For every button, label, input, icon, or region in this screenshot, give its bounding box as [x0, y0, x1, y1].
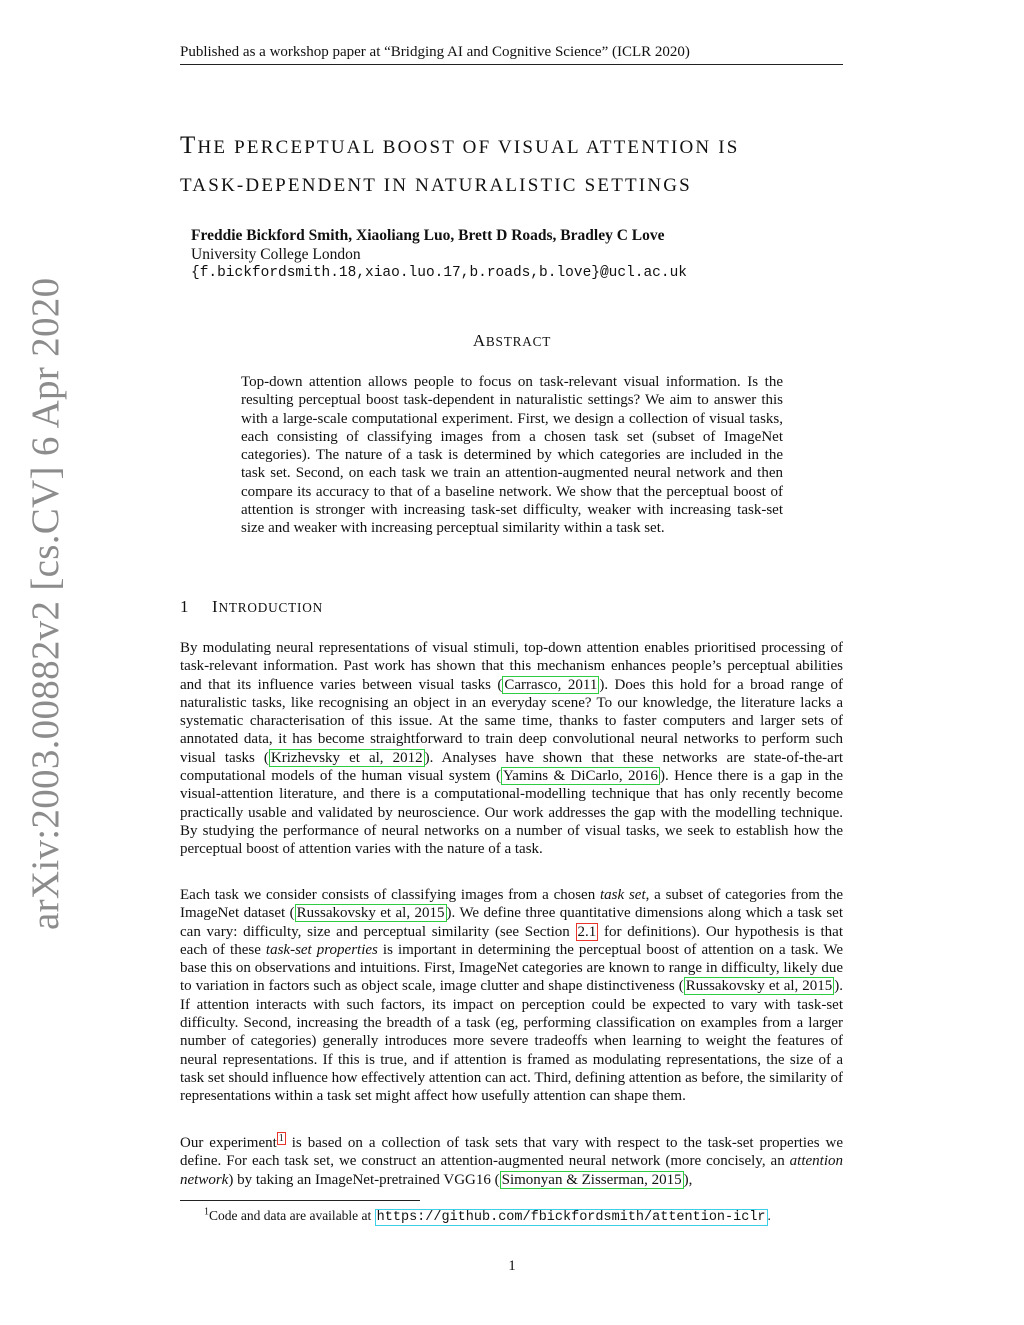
author-emails: {f.bickfordsmith.18,xiao.luo.17,b.roads,b.love}@ucl.ac.uk [191, 265, 687, 281]
intro-paragraph-3 [180, 1134, 843, 1189]
abstract-heading-initial: A [472, 331, 486, 350]
footnote-divider [180, 1200, 420, 1201]
abstract-text: Top-down attention allows people to focus on task-relevant visual information. Is the resulting perceptual boost task-dependent in naturalistic settings? We aim to answer this with a large-scale computational experiment. First, we design a collection of visual tasks, each consisting of classifying images from a chosen task set (subset of ImageNet categories). The nature of a task is determined by which categories are included in the task set. Second, on each task we train an attention-augmented neural network and then compare its accuracy to that of a baseline network. We show that the perceptual boost of attention is stronger with increasing task-set difficulty, weaker with increasing task-set size and weaker with increasing perceptual similarity within a task set. [241, 374, 783, 537]
author-block [191, 226, 841, 283]
text-run: ). Does this hold for a broad range of naturalistic tasks, like recognising an object in an everyday scene? To our knowledge, the literature lacks a systematic characterisation of this issue. At the same time, thanks to faster computers and larger sets of annotated data, it has become straightforward to train deep convolutional neural networks to perform such visual tasks ( [180, 676, 843, 766]
text-run: is based on a collection of task sets that vary with respect to the task-set properties we define. For each task set, we construct an attention-augmented neural network (more concisely, an [180, 1135, 843, 1170]
citation-link[interactable]: Carrasco, 2011 [504, 676, 598, 693]
citation-link[interactable]: Yamins & DiCarlo, 2016 [502, 768, 658, 785]
text-run: ). Hence there is a gap in the visual-attention literature, and there is a computational-modelling technique that has only recently become practically usable and validated by neuroscience. Our work addresses the gap with the modelling technique. By studying the performance of neural networks on a number of visual tasks, we seek to establish how the perceptual boost of attention varies with the nature of a task. [180, 768, 844, 858]
abstract-heading-rest: BSTRACT [485, 334, 552, 349]
introduction-heading-rest: NTRODUCTION [218, 600, 323, 615]
text-run: ). Analyses have shown that these networks are state-of-the-art computational models of the human visual system ( [180, 749, 843, 785]
author-names: Freddie Bickford Smith, Xiaoliang Luo, Brett D Roads, Bradley C Love [191, 227, 665, 244]
intro-paragraph-1 [180, 639, 843, 859]
running-header: Published as a workshop paper at “Bridging AI and Cognitive Science” (ICLR 2020) [180, 42, 843, 65]
text-run: Our experiment [180, 1135, 277, 1151]
emphasis: task set [600, 887, 646, 903]
citation-link[interactable]: Russakovsky et al, 2015 [296, 905, 445, 922]
footnote [180, 1207, 843, 1227]
introduction-heading-initial: I [212, 597, 219, 616]
citation-link[interactable]: Russakovsky et al, 2015 [685, 978, 833, 995]
text-run: ). We define three quantitative dimensions along which a task set can vary: difficulty, size and perceptual similarity (see Section [180, 905, 844, 940]
affiliation: University College London [191, 246, 361, 263]
emphasis: attention network [180, 1153, 843, 1188]
emphasis: task-set properties [265, 941, 378, 958]
text-run: for definitions). Our hypothesis is that each of these [180, 923, 843, 958]
title-initial: T [180, 132, 198, 159]
abstract-heading [0, 330, 1024, 353]
section-reference-link[interactable]: 2.1 [577, 923, 597, 940]
text-run: ) by taking an ImageNet-pretrained VGG16 ( [228, 1171, 500, 1188]
citation-link[interactable]: Krizhevsky et al, 2012 [270, 749, 423, 766]
text-run: ), [683, 1171, 693, 1188]
text-run: ). If attention interacts with such factors, its impact on perception could be expected to vary with task-set difficulty. Second, increasing the breadth of a task (eg, performing classification on examples from a larger number of categories) generally introduces more severe tradeoffs when learning to weight the features of neural representations. If this is true, and if attention is framed as modulating representations, the size of a task set should influence how effectively attention can act. Third, defining attention as before, the similarity of representations within a task set might affect how usefully attention can shape them. [180, 978, 843, 1105]
footnote-marker-link[interactable]: 1 [278, 1133, 284, 1144]
text-run: By modulating neural representations of visual stimuli, top-down attention enables prioritised processing of task-relevant information. Past work has shown that this mechanism enhances people’s perceptual abilities and that its influence varies between visual tasks ( [180, 640, 843, 693]
citation-link[interactable]: Simonyan & Zisserman, 2015 [501, 1171, 682, 1188]
arxiv-identifier[interactable]: arXiv:2003.00882v2 [cs.CV] 6 Apr 2020 [24, 277, 67, 930]
title-line-2: TASK-DEPENDENT IN NATURALISTIC SETTINGS [180, 175, 692, 196]
page-number: 1 [508, 1258, 516, 1274]
footnote-text: Code and data are available at [209, 1208, 375, 1223]
paper-title [180, 128, 850, 204]
code-url-link[interactable]: https://github.com/fbickfordsmith/attention-iclr [376, 1210, 766, 1225]
title-line-1: HE PERCEPTUAL BOOST OF VISUAL ATTENTION IS [197, 137, 740, 158]
introduction-heading [180, 596, 780, 619]
footnote-end: . [767, 1208, 771, 1223]
section-number: 1 [180, 597, 190, 616]
text-run: is important in determining the perceptual boost of attention on a task. We base this on observations and intuitions. First, ImageNet categories are known to range in difficulty, likely due to variation in factors such as object scale, image clutter and shape distinctiveness ( [180, 941, 843, 995]
text-run: , a subset of categories from the ImageNet dataset ( [180, 887, 844, 922]
footnote-number: 1 [204, 1206, 209, 1218]
text-run: Each task we consider consists of classifying images from a chosen [180, 887, 601, 903]
intro-paragraph-2 [180, 886, 843, 1106]
